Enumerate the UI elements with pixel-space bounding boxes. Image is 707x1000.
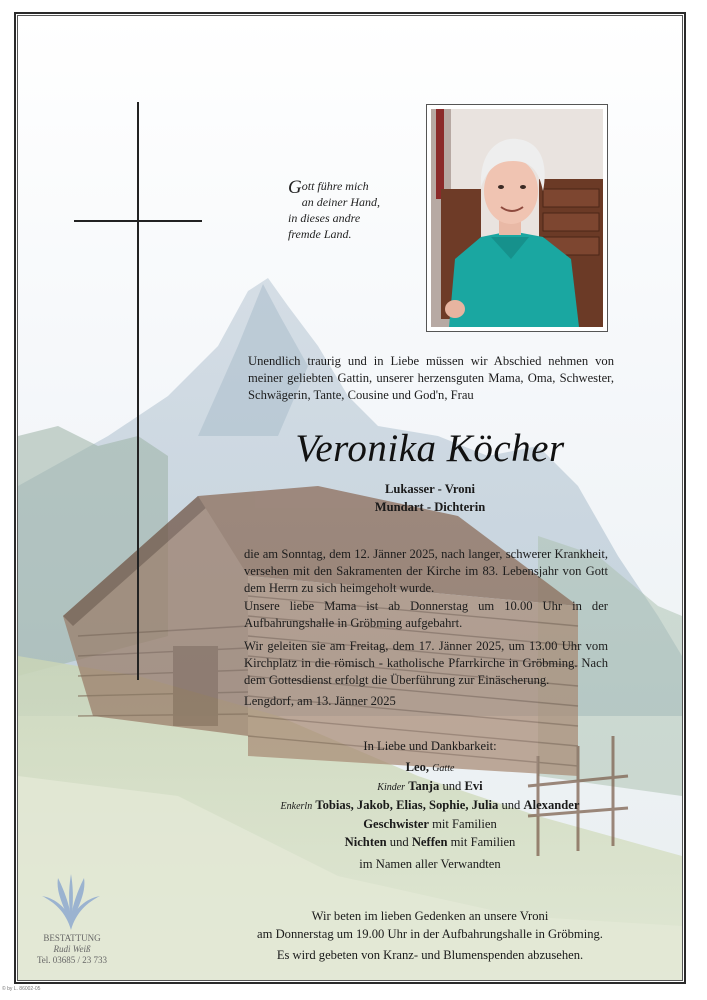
- husband-role: Gatte: [432, 763, 455, 774]
- family-grandchildren: [230, 796, 630, 816]
- death-notice-paragraph: die am Sonntag, dem 12. Jänner 2025, nach langer, schwerer Krankheit, versehen mit den Sakramenten der Kirche im 83. Lebensjahr von Gott dem Herrn zu sich heimgeholt wurde.: [244, 547, 608, 595]
- family-children: [230, 777, 630, 797]
- intro-text: Unendlich traurig und in Liebe müssen wir Abschied nehmen von meiner geliebten Gattin, unserer herzensguten Mama, Oma, Schwester, Schwägerin, Tante, Cousine und God'n, Frau: [248, 354, 614, 402]
- place-date: Lengdorf, am 13. Jänner 2025: [244, 694, 396, 708]
- viewing-paragraph: Unsere liebe Mama ist ab Donnerstag um 10.00 Uhr in der Aufbahrungshalle in Gröbming aufgebahrt.: [244, 599, 608, 630]
- child-2: Evi: [464, 779, 483, 793]
- family-siblings: [230, 815, 630, 833]
- thanks-line: In Liebe und Dankbarkeit:: [363, 739, 497, 753]
- cross-vertical-bar: [137, 102, 139, 680]
- verse-line-1: ott führe mich: [301, 179, 369, 193]
- and-word: und: [389, 835, 409, 849]
- nickname-1: Lukasser - Vroni: [384, 482, 476, 496]
- undertaker-line-2: Rudi Weiß: [53, 944, 91, 954]
- family-relatives: im Namen aller Verwandten: [359, 857, 501, 871]
- and-word: und: [501, 798, 521, 812]
- verse-line-3: in dieses andre: [288, 211, 361, 225]
- print-code: © by L. 86002-05: [2, 986, 41, 992]
- nephews-label: Neffen: [411, 835, 448, 849]
- family-husband: [230, 758, 630, 778]
- verse-initial: G: [288, 177, 302, 198]
- nieces-label: Nichten: [344, 835, 387, 849]
- siblings-with-families: mit Familien: [432, 817, 497, 831]
- nieces-with-families: mit Familien: [450, 835, 516, 849]
- husband-name: Leo,: [405, 760, 430, 774]
- undertaker-line-1: BESTATTUNG: [43, 933, 101, 943]
- deceased-name: Veronika Köcher: [295, 427, 565, 470]
- child-1: Tanja: [408, 779, 440, 793]
- nickname-2: Mundart - Dichterin: [374, 500, 486, 514]
- grandchild-last: Alexander: [523, 798, 580, 812]
- grandchildren-names: Tobias, Jakob, Elias, Sophie, Julia: [315, 798, 499, 812]
- verse-line-2: an deiner Hand,: [301, 195, 381, 209]
- cross-horizontal-bar: [74, 220, 202, 222]
- undertaker-logo-icon: [36, 872, 106, 932]
- closing-line-1: Wir beten im lieben Gedenken an unsere Vroni: [311, 909, 549, 923]
- closing-line-2: am Donnerstag um 19.00 Uhr in der Aufbahrungshalle in Gröbming.: [257, 927, 603, 941]
- children-role: Kinder: [377, 782, 406, 793]
- family-nieces-nephews: [230, 833, 630, 851]
- undertaker-info: [30, 933, 114, 966]
- nicknames: [250, 480, 610, 516]
- portrait-image: [431, 109, 603, 327]
- and-word: und: [442, 779, 462, 793]
- portrait-photo: [426, 104, 608, 332]
- verse: [288, 178, 398, 242]
- closing-line-3: Es wird gebeten von Kranz- und Blumenspenden abzusehen.: [276, 948, 584, 962]
- siblings-label: Geschwister: [363, 817, 429, 831]
- grandchildren-role: Enkerln: [280, 801, 313, 812]
- verse-line-4: fremde Land.: [288, 227, 352, 241]
- funeral-paragraph: Wir geleiten sie am Freitag, dem 17. Jänner 2025, um 13.00 Uhr vom Kirchplatz in die römisch - katholische Pfarrkirche in Gröbming. Nach dem Gottesdienst erfolgt die Überführung zur Einäscherung.: [244, 639, 608, 687]
- undertaker-phone: Tel. 03685 / 23 733: [36, 955, 108, 965]
